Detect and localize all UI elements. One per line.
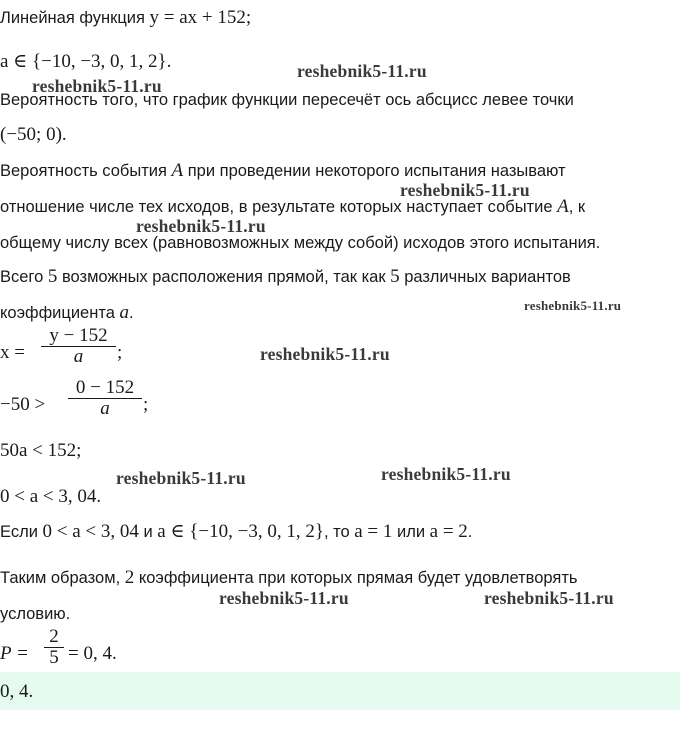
- total-text: коэффициента: [0, 304, 120, 322]
- point: (−50; 0).: [0, 124, 67, 145]
- probability-value: = 0, 4.: [68, 643, 117, 664]
- inequality-lhs: −50 >: [0, 394, 46, 415]
- equation-x: [0, 326, 200, 378]
- total-line-2: [0, 303, 134, 323]
- watermark: reshebnik5-11.ru: [116, 468, 246, 488]
- definition-text: при проведении некоторого испытания называют: [183, 162, 566, 180]
- inequality-range: 0 < a < 3, 04.: [0, 486, 102, 507]
- event-symbol: [172, 160, 184, 181]
- fraction-denominator: 5: [49, 647, 59, 668]
- condition-text: , то: [323, 523, 355, 541]
- total-number: 5: [47, 266, 58, 287]
- conclusion-number: 2: [124, 567, 135, 588]
- watermark: reshebnik5-11.ru: [32, 76, 162, 96]
- condition-text: и: [138, 523, 158, 541]
- equation-lhs: x =: [0, 342, 25, 363]
- fraction-denominator: a: [100, 398, 110, 419]
- definition-line-1: [0, 161, 566, 181]
- total-line-1: [0, 267, 571, 287]
- event-letter: A: [557, 196, 569, 217]
- conclusion-line-2: условию.: [0, 605, 71, 623]
- probability-lhs: P =: [0, 643, 29, 664]
- watermark: reshebnik5-11.ru: [297, 61, 427, 81]
- watermark: reshebnik5-11.ru: [524, 298, 622, 313]
- inequality-x: [0, 378, 220, 430]
- event-symbol: [557, 196, 569, 217]
- total-text: возможных расположения прямой, так как: [57, 268, 391, 286]
- total-text: Всего: [0, 268, 48, 286]
- event-letter: A: [171, 160, 184, 181]
- watermark: reshebnik5-11.ru: [219, 588, 349, 608]
- condition-value: a = 2: [429, 521, 468, 542]
- conclusion-text: Таким образом,: [0, 569, 125, 587]
- function-formula: y = ax + 152;: [149, 7, 252, 28]
- condition-text: .: [467, 523, 473, 541]
- coefficient-set: a ∈ {−10, −3, 0, 1, 2}.: [0, 51, 172, 72]
- function-label: Линейная функция: [0, 9, 150, 27]
- watermark: reshebnik5-11.ru: [260, 344, 390, 364]
- total-number: 5: [390, 266, 400, 287]
- definition-text: Вероятность события: [0, 162, 172, 180]
- definition-text: , к: [568, 198, 586, 216]
- watermark: reshebnik5-11.ru: [400, 180, 530, 200]
- function-definition: [0, 8, 251, 28]
- condition-text: или: [392, 523, 430, 541]
- condition-text: Если: [0, 523, 43, 541]
- definition-line-3: общему числу всех (равновозможных между собой) исходов этого испытания.: [0, 234, 601, 252]
- probability-formula: [0, 627, 200, 675]
- total-text: различных вариантов: [399, 268, 571, 286]
- watermark: reshebnik5-11.ru: [484, 588, 614, 608]
- watermark: reshebnik5-11.ru: [136, 216, 266, 236]
- condition-set: a ∈ {−10, −3, 0, 1, 2}: [157, 521, 324, 542]
- fraction: [68, 378, 142, 419]
- answer-box: [0, 672, 680, 710]
- definition-text: отношение числе тех исходов, в результате которых наступает событие: [0, 198, 558, 216]
- coefficient-letter: a: [119, 302, 129, 323]
- conclusion-text: коэффициента при которых прямая будет удовлетворять: [134, 569, 578, 587]
- fraction-numerator: 0 − 152: [75, 377, 135, 398]
- question-text: Вероятность того, что график функции пересечёт ось абсцисс левее точки: [0, 91, 574, 109]
- condition-range: 0 < a < 3, 04: [42, 521, 139, 542]
- fraction-numerator: 2: [49, 626, 59, 647]
- fraction-denominator: a: [73, 346, 84, 367]
- equation-end: ;: [117, 342, 123, 363]
- fraction: [44, 627, 64, 668]
- answer-value: 0, 4.: [0, 681, 34, 702]
- total-text: .: [128, 304, 134, 322]
- condition-line: [0, 522, 472, 542]
- inequality-50a: 50a < 152;: [0, 440, 82, 461]
- condition-value: a = 1: [354, 521, 393, 542]
- inequality-end: ;: [143, 394, 149, 415]
- fraction: [41, 326, 116, 367]
- fraction-numerator: y − 152: [49, 325, 108, 346]
- conclusion-line-1: [0, 568, 577, 588]
- watermark: reshebnik5-11.ru: [381, 464, 511, 484]
